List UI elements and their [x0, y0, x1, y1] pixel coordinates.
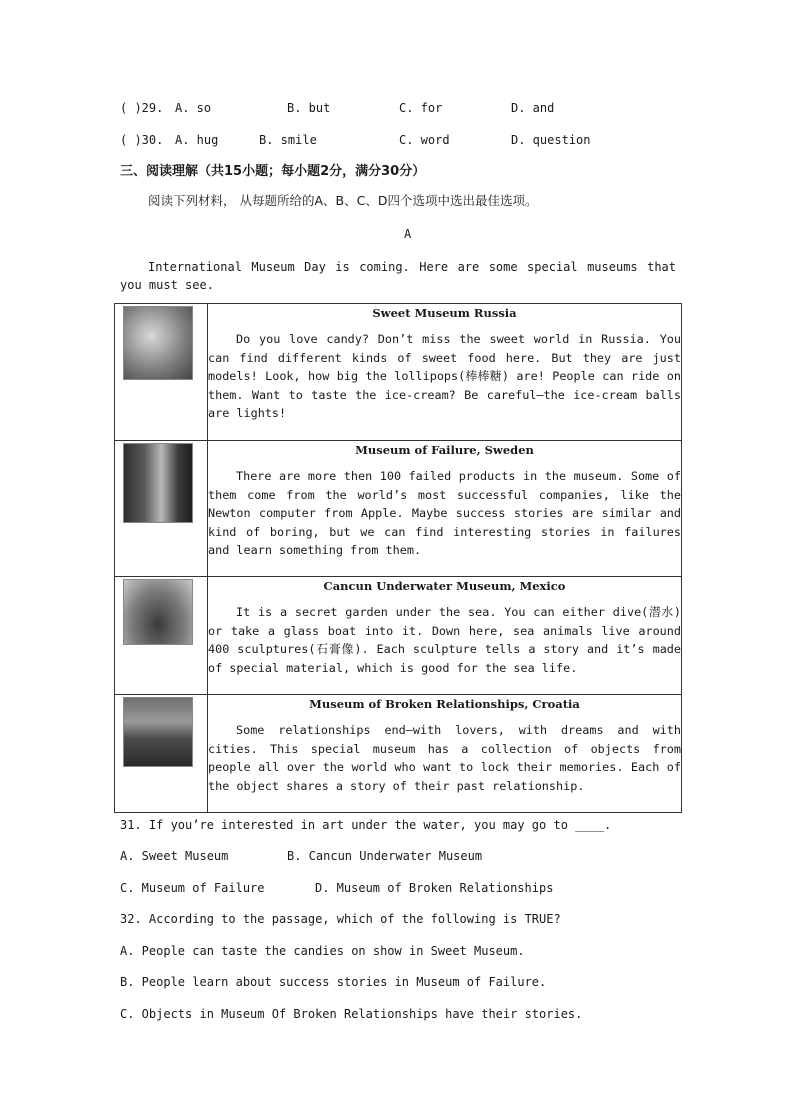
- museum-info-cell: [208, 695, 682, 813]
- museum-description: It is a secret garden under the sea. You can either dive(潜水) or take a glass boat into it. Down here, sea animals live around 400 sculptures(石膏像). Each sculpture tells a story and it’s made of special material, which is good for the sea life.: [208, 605, 681, 675]
- museum-title: Museum of Broken Relationships, Croatia: [309, 697, 580, 711]
- option-d: D. question: [511, 133, 591, 147]
- option-d: D. Museum of Broken Relationships: [315, 881, 554, 895]
- museum-title: Sweet Museum Russia: [372, 306, 517, 320]
- option-a: A. so: [175, 101, 212, 115]
- question-number: ( )30.: [120, 133, 164, 147]
- museum-info-cell: [208, 304, 682, 441]
- option-c: C. Museum of Failure: [120, 881, 265, 895]
- museum-image-cell: [115, 304, 208, 441]
- museum-row: [115, 695, 682, 813]
- failure-museum-photo: [123, 443, 193, 523]
- passage-intro: International Museum Day is coming. Here are some special museums that you must see.: [120, 260, 676, 292]
- option-b: B. Cancun Underwater Museum: [287, 849, 483, 863]
- option-c: C. Objects in Museum Of Broken Relationships have their stories.: [120, 1007, 583, 1021]
- museum-title: Museum of Failure, Sweden: [355, 443, 534, 457]
- question-32-stem: 32. According to the passage, which of the following is TRUE?: [120, 912, 561, 926]
- option-c: C. word: [399, 133, 450, 147]
- option-a: A. People can taste the candies on show in Sweet Museum.: [120, 944, 525, 958]
- question-31-stem: 31. If you’re interested in art under the water, you may go to ____.: [120, 818, 612, 832]
- relationships-museum-photo: [123, 697, 193, 767]
- question-number: ( )29.: [120, 101, 164, 115]
- museum-description: Do you love candy? Don’t miss the sweet world in Russia. You can find different kinds of sweet food here. But they are just models! Look, how big the lollipops(棒棒糖) are! People can ride on them. Want to taste the ice-cream? Be careful—the ice-cream balls are lights!: [208, 332, 681, 420]
- option-b: B. smile: [259, 133, 317, 147]
- candy-museum-photo: [123, 306, 193, 380]
- museum-image-cell: [115, 577, 208, 695]
- museum-row: [115, 441, 682, 577]
- option-b: B. People learn about success stories in Museum of Failure.: [120, 975, 547, 989]
- option-c: C. for: [399, 101, 443, 115]
- section-title: 三、阅读理解（共15小题；每小题2分，满分30分）: [120, 164, 426, 179]
- section-instruction: 阅读下列材料， 从每题所给的A、B、C、D四个选项中选出最佳选项。: [148, 193, 538, 208]
- museum-image-cell: [115, 441, 208, 577]
- option-a: A. Sweet Museum: [120, 849, 229, 863]
- option-d: D. and: [511, 101, 555, 115]
- museum-description: Some relationships end—with lovers, with dreams and with cities. This special museum has a collection of objects from people all over the world who want to lock their memories. Each of the object shares a story of their past relationship.: [208, 723, 681, 793]
- museum-title: Cancun Underwater Museum, Mexico: [323, 579, 566, 593]
- museum-row: [115, 577, 682, 695]
- underwater-museum-photo: [123, 579, 193, 645]
- museum-description: There are more then 100 failed products in the museum. Some of them come from the world’s most successful companies, like the Newton computer from Apple. Maybe success stories are similar and kind of boring, but we can find interesting stories in failures and learn something from them.: [208, 469, 681, 557]
- museum-table: [114, 303, 682, 813]
- museum-info-cell: [208, 441, 682, 577]
- option-a: A. hug: [175, 133, 219, 147]
- museum-row: [115, 304, 682, 441]
- museum-image-cell: [115, 695, 208, 813]
- passage-label: A: [404, 227, 412, 241]
- option-b: B. but: [287, 101, 331, 115]
- museum-info-cell: [208, 577, 682, 695]
